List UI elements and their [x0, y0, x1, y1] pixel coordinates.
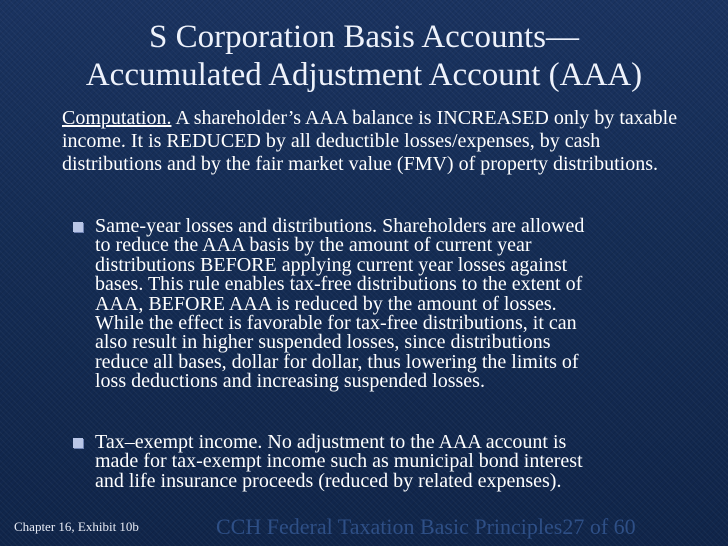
- bullet-text-same-year: [95, 217, 705, 392]
- bullet-line: bases. This rule enables tax-free distributions to the extent of: [95, 273, 583, 296]
- bullet-line: also result in higher suspended losses, since distributions: [95, 331, 551, 354]
- intro-text: A shareholder’s AAA balance is INCREASED only by taxable income. It is REDUCED by all deductible losses/expenses, by cash distributions and by the fair market value (FMV) of property distributions.: [62, 107, 678, 176]
- bullet-line: While the effect is favorable for tax-free distributions, it can: [95, 312, 577, 335]
- bullet-line: to reduce the AAA basis by the amount of current year: [95, 234, 532, 257]
- bullet-item-tax-exempt: [95, 433, 705, 491]
- bullet-text-tax-exempt: [95, 433, 705, 491]
- page-number: 27 of 60: [562, 514, 636, 539]
- intro-paragraph: [62, 107, 702, 177]
- intro-lead: Computation.: [62, 107, 172, 129]
- bullet-line: AAA, BEFORE AAA is reduced by the amount of losses.: [95, 292, 557, 315]
- slide-title-line-2: Accumulated Adjustment Account (AAA): [85, 57, 643, 93]
- bullet-list-2: [95, 433, 705, 491]
- square-bullet-icon: [73, 222, 83, 232]
- bullet-item-same-year: [95, 217, 705, 392]
- footer-source-text: CCH Federal Taxation Basic Principles: [216, 514, 563, 539]
- slide-title-line-1: S Corporation Basis Accounts—: [149, 19, 579, 55]
- slide-title: [20, 18, 708, 94]
- bullet-line: reduce all bases, dollar for dollar, thus lowering the limits of: [95, 350, 579, 373]
- bullet-list-1: [95, 217, 705, 392]
- bullet-line: made for tax-exempt income such as municipal bond interest: [95, 450, 583, 473]
- bullet-line: loss deductions and increasing suspended losses.: [95, 370, 485, 393]
- bullet-line: and life insurance proceeds (reduced by related expenses).: [95, 469, 562, 492]
- bullet-line: distributions BEFORE applying current year losses against: [95, 253, 568, 276]
- bullet-line: Same-year losses and distributions. Shareholders are allowed: [95, 215, 585, 237]
- bullet-line: Tax–exempt income. No adjustment to the AAA account is: [95, 431, 567, 453]
- footer-source: [216, 515, 636, 539]
- square-bullet-icon: [73, 438, 83, 448]
- footer-chapter-label: Chapter 16, Exhibit 10b: [14, 519, 139, 534]
